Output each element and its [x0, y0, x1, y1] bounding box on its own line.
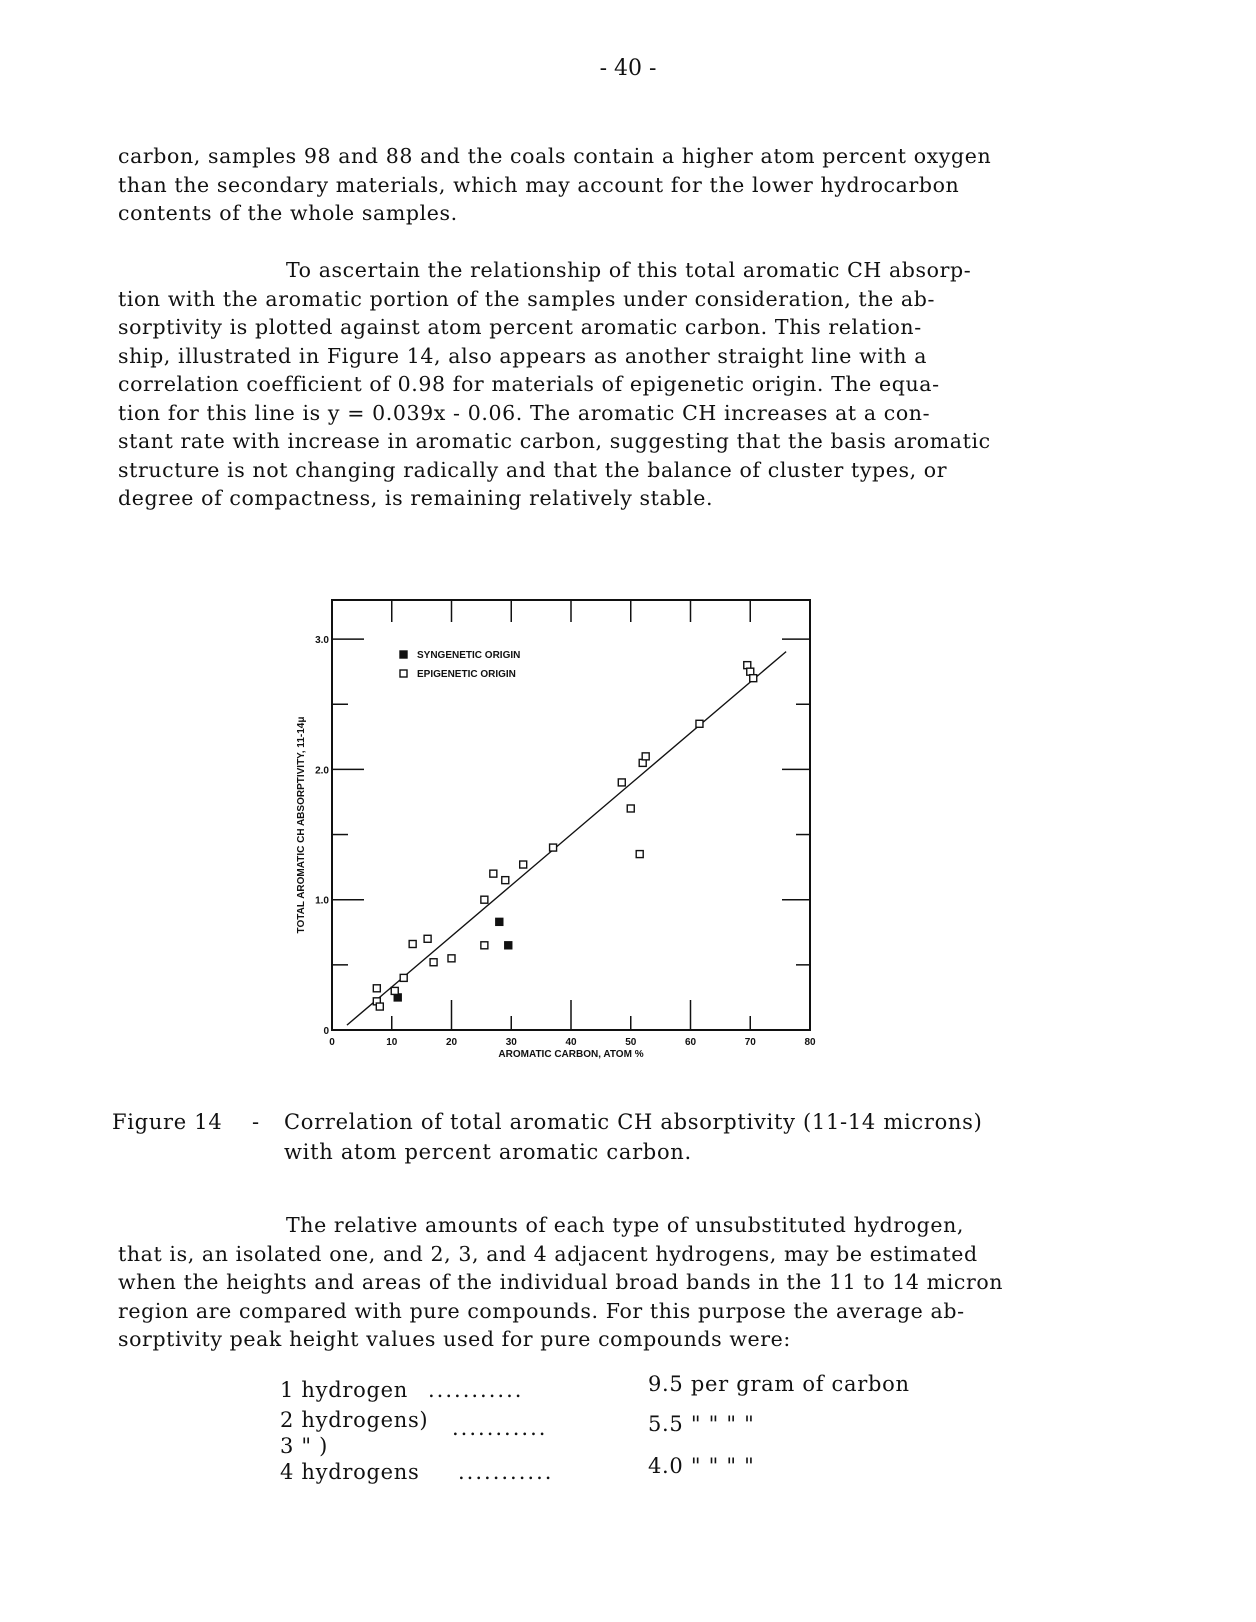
data-point-epigenetic [502, 877, 509, 884]
data-point-syngenetic [505, 942, 512, 949]
data-point-epigenetic [481, 942, 488, 949]
text-line: stant rate with increase in aromatic carbon, suggesting that the basis aromatic [118, 429, 991, 453]
text-line: region are compared with pure compounds. For this purpose the average ab- [118, 1298, 965, 1323]
x-tick-label: 0 [329, 1037, 335, 1048]
x-tick-label: 10 [386, 1037, 398, 1048]
legend-label: EPIGENETIC ORIGIN [417, 669, 516, 680]
data-point-epigenetic [391, 987, 398, 994]
leader-dots: ........... [452, 1416, 548, 1440]
data-point-epigenetic [490, 870, 497, 877]
x-tick-label: 70 [744, 1037, 756, 1048]
y-axis-label: TOTAL AROMATIC CH ABSORPTIVITY, 11-14μ [296, 716, 307, 934]
table-row-value: 9.5 per gram of carbon [648, 1372, 910, 1396]
text-line: tion with the aromatic portion of the samples under consideration, the ab- [118, 286, 935, 311]
data-point-epigenetic [448, 955, 455, 962]
y-tick-label: 1.0 [315, 895, 329, 907]
data-point-epigenetic [550, 844, 557, 851]
text-line: To ascertain the relationship of this total aromatic CH absorp- [286, 258, 972, 282]
data-point-epigenetic [481, 896, 488, 903]
table-row-label: 1 hydrogen [280, 1378, 408, 1402]
data-point-epigenetic [424, 935, 431, 942]
data-point-epigenetic [750, 675, 757, 682]
legend-marker-syngenetic [400, 651, 407, 658]
text-line: ship, illustrated in Figure 14, also appears as another straight line with a [118, 343, 928, 368]
data-point-epigenetic [400, 974, 407, 981]
figure-14-chart [280, 590, 840, 1080]
x-tick-label: 30 [505, 1037, 517, 1048]
data-point-epigenetic [520, 861, 527, 868]
text-line: when the heights and areas of the individual broad bands in the 11 to 14 micron [118, 1270, 1004, 1294]
x-tick-label: 50 [625, 1037, 637, 1048]
text-line: carbon, samples 98 and 88 and the coals contain a higher atom percent oxygen [118, 144, 992, 168]
x-tick-label: 20 [445, 1037, 458, 1048]
text-line: The relative amounts of each type of unsubstituted hydrogen, [286, 1213, 965, 1237]
text-line: than the secondary materials, which may account for the lower hydrocarbon [118, 172, 960, 197]
y-tick-label: 3.0 [315, 635, 329, 647]
paragraph-1 [118, 142, 1103, 228]
text-line: that is, an isolated one, and 2, 3, and 4 adjacent hydrogens, may be estimated [118, 1241, 978, 1266]
data-point-epigenetic [618, 779, 625, 786]
leader-dots: ........... [428, 1378, 524, 1402]
paragraph-3 [118, 1211, 1103, 1354]
table-row-label: 4 hydrogens [280, 1460, 420, 1484]
text-line: correlation coefficient of 0.98 for materials of epigenetic origin. The equa- [118, 372, 940, 396]
x-tick-label: 80 [804, 1037, 816, 1048]
text-line: sorptivity peak height values used for pure compounds were: [118, 1327, 791, 1351]
text-line: sorptivity is plotted against atom percent aromatic carbon. This relation- [118, 315, 922, 339]
caption-line: with atom percent aromatic carbon. [284, 1140, 692, 1164]
leader-dots: ........... [458, 1460, 554, 1484]
table-row-value: 4.0 " " " " [648, 1454, 755, 1478]
text-line: degree of compactness, is remaining relatively stable. [118, 486, 714, 510]
data-point-epigenetic [636, 851, 643, 858]
data-point-epigenetic [642, 753, 649, 760]
table-row-label: 2 hydrogens) [280, 1408, 429, 1432]
paragraph-2 [118, 256, 1103, 513]
x-axis-label: AROMATIC CARBON, ATOM % [498, 1049, 644, 1060]
text-line: structure is not changing radically and that the balance of cluster types, or [118, 457, 948, 482]
data-point-epigenetic [376, 1003, 383, 1010]
data-point-syngenetic [496, 918, 503, 925]
legend-marker-epigenetic [400, 670, 407, 677]
text-line: contents of the whole samples. [118, 201, 458, 225]
data-point-epigenetic [430, 959, 437, 966]
table-row-value: 5.5 " " " " [648, 1412, 755, 1436]
text-line: tion for this line is y = 0.039x - 0.06. The aromatic CH increases at a con- [118, 400, 931, 425]
regression-line [347, 652, 786, 1026]
caption-line: Correlation of total aromatic CH absorptivity (11-14 microns) [284, 1110, 983, 1134]
y-tick-label: 2.0 [315, 765, 329, 777]
caption-dash: - [252, 1110, 260, 1134]
x-tick-label: 40 [565, 1037, 577, 1048]
data-point-epigenetic [409, 941, 416, 948]
data-point-epigenetic [627, 805, 634, 812]
plot-frame [332, 600, 810, 1030]
table-row-label: 3 " ) [280, 1434, 329, 1458]
x-tick-label: 60 [684, 1037, 697, 1048]
caption-label: Figure 14 [112, 1110, 223, 1134]
legend-label: SYNGENETIC ORIGIN [417, 650, 521, 661]
y-tick-label: 0 [323, 1026, 329, 1037]
page-number: - 40 - [599, 56, 657, 81]
data-point-epigenetic [696, 720, 703, 727]
data-point-epigenetic [373, 985, 380, 992]
